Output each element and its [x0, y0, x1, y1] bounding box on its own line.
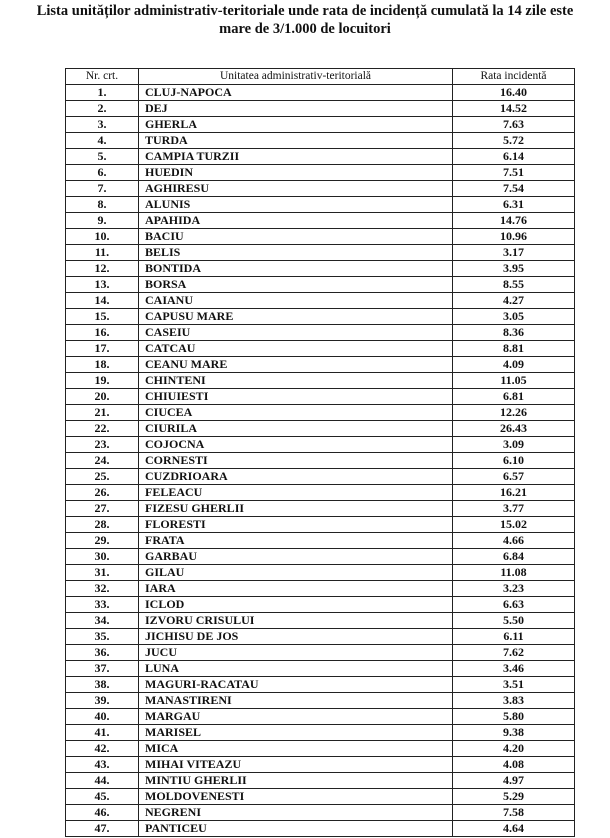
table-row — [66, 485, 575, 501]
row-number: 25. — [66, 469, 139, 485]
unit-name: FLORESTI — [139, 517, 453, 533]
row-number: 33. — [66, 597, 139, 613]
row-number: 6. — [66, 165, 139, 181]
table-row — [66, 325, 575, 341]
incidence-rate: 10.96 — [453, 229, 575, 245]
unit-name: BACIU — [139, 229, 453, 245]
row-number: 42. — [66, 741, 139, 757]
row-number: 23. — [66, 437, 139, 453]
row-number: 30. — [66, 549, 139, 565]
table-row — [66, 277, 575, 293]
incidence-rate: 3.83 — [453, 693, 575, 709]
table-row — [66, 453, 575, 469]
row-number: 18. — [66, 357, 139, 373]
unit-name: GHERLA — [139, 117, 453, 133]
unit-name: GARBAU — [139, 549, 453, 565]
incidence-rate: 6.31 — [453, 197, 575, 213]
unit-name: CASEIU — [139, 325, 453, 341]
unit-name: HUEDIN — [139, 165, 453, 181]
incidence-rate: 9.38 — [453, 725, 575, 741]
row-number: 39. — [66, 693, 139, 709]
row-number: 34. — [66, 613, 139, 629]
title-line-1: Lista unităților administrativ-teritoriale unde rata de incidență cumulată la 14 zile este — [36, 3, 574, 19]
incidence-rate: 3.77 — [453, 501, 575, 517]
table-row — [66, 597, 575, 613]
table-row — [66, 245, 575, 261]
incidence-rate: 6.57 — [453, 469, 575, 485]
unit-name: COJOCNA — [139, 437, 453, 453]
table-row — [66, 757, 575, 773]
row-number: 12. — [66, 261, 139, 277]
table-row — [66, 437, 575, 453]
table-row — [66, 373, 575, 389]
unit-name: CHINTENI — [139, 373, 453, 389]
incidence-rate: 6.14 — [453, 149, 575, 165]
incidence-rate: 3.17 — [453, 245, 575, 261]
row-number: 44. — [66, 773, 139, 789]
unit-name: FIZESU GHERLII — [139, 501, 453, 517]
row-number: 35. — [66, 629, 139, 645]
unit-name: MINTIU GHERLII — [139, 773, 453, 789]
row-number: 13. — [66, 277, 139, 293]
incidence-rate: 16.21 — [453, 485, 575, 501]
table-row — [66, 117, 575, 133]
title-line-2: mare de 3/1.000 de locuitori — [219, 21, 391, 37]
document-title — [0, 2, 610, 38]
incidence-rate: 8.81 — [453, 341, 575, 357]
incidence-rate: 6.84 — [453, 549, 575, 565]
incidence-table — [65, 68, 575, 837]
incidence-rate: 4.09 — [453, 357, 575, 373]
incidence-rate: 6.11 — [453, 629, 575, 645]
table-row — [66, 389, 575, 405]
table-row — [66, 565, 575, 581]
row-number: 20. — [66, 389, 139, 405]
unit-name: CATCAU — [139, 341, 453, 357]
incidence-rate: 4.64 — [453, 821, 575, 837]
row-number: 2. — [66, 101, 139, 117]
row-number: 27. — [66, 501, 139, 517]
row-number: 37. — [66, 661, 139, 677]
incidence-rate: 16.40 — [453, 85, 575, 101]
unit-name: MICA — [139, 741, 453, 757]
row-number: 16. — [66, 325, 139, 341]
table-row — [66, 501, 575, 517]
incidence-rate: 6.81 — [453, 389, 575, 405]
table-row — [66, 773, 575, 789]
table-row — [66, 181, 575, 197]
table-row — [66, 725, 575, 741]
row-number: 28. — [66, 517, 139, 533]
unit-name: CHIUIESTI — [139, 389, 453, 405]
table-header-row — [66, 69, 575, 85]
unit-name: MANASTIRENI — [139, 693, 453, 709]
incidence-rate: 26.43 — [453, 421, 575, 437]
incidence-rate: 8.55 — [453, 277, 575, 293]
row-number: 43. — [66, 757, 139, 773]
table-row — [66, 421, 575, 437]
table-row — [66, 693, 575, 709]
incidence-rate: 14.76 — [453, 213, 575, 229]
incidence-rate: 11.05 — [453, 373, 575, 389]
unit-name: MARGAU — [139, 709, 453, 725]
incidence-rate: 7.63 — [453, 117, 575, 133]
row-number: 22. — [66, 421, 139, 437]
unit-name: MARISEL — [139, 725, 453, 741]
incidence-rate: 5.72 — [453, 133, 575, 149]
unit-name: BONTIDA — [139, 261, 453, 277]
unit-name: FRATA — [139, 533, 453, 549]
unit-name: APAHIDA — [139, 213, 453, 229]
table-row — [66, 581, 575, 597]
incidence-rate: 14.52 — [453, 101, 575, 117]
incidence-rate: 6.63 — [453, 597, 575, 613]
unit-name: CIUCEA — [139, 405, 453, 421]
table-row — [66, 533, 575, 549]
row-number: 32. — [66, 581, 139, 597]
incidence-rate: 5.29 — [453, 789, 575, 805]
table-row — [66, 133, 575, 149]
incidence-rate: 15.02 — [453, 517, 575, 533]
row-number: 26. — [66, 485, 139, 501]
unit-name: DEJ — [139, 101, 453, 117]
incidence-rate: 3.51 — [453, 677, 575, 693]
row-number: 29. — [66, 533, 139, 549]
unit-name: JICHISU DE JOS — [139, 629, 453, 645]
row-number: 47. — [66, 821, 139, 837]
table-row — [66, 709, 575, 725]
table-row — [66, 789, 575, 805]
table-row — [66, 645, 575, 661]
incidence-rate: 11.08 — [453, 565, 575, 581]
incidence-rate: 7.54 — [453, 181, 575, 197]
table-row — [66, 293, 575, 309]
incidence-rate: 7.62 — [453, 645, 575, 661]
unit-name: BORSA — [139, 277, 453, 293]
incidence-rate: 4.08 — [453, 757, 575, 773]
incidence-rate: 3.95 — [453, 261, 575, 277]
unit-name: TURDA — [139, 133, 453, 149]
row-number: 24. — [66, 453, 139, 469]
table-row — [66, 357, 575, 373]
unit-name: LUNA — [139, 661, 453, 677]
unit-name: CAIANU — [139, 293, 453, 309]
incidence-rate: 4.20 — [453, 741, 575, 757]
unit-name: BELIS — [139, 245, 453, 261]
row-number: 11. — [66, 245, 139, 261]
row-number: 15. — [66, 309, 139, 325]
row-number: 19. — [66, 373, 139, 389]
table-row — [66, 229, 575, 245]
table-row — [66, 165, 575, 181]
header-unit: Unitatea administrativ-teritorială — [139, 69, 453, 85]
table-row — [66, 677, 575, 693]
table-row — [66, 629, 575, 645]
unit-name: CUZDRIOARA — [139, 469, 453, 485]
incidence-rate: 8.36 — [453, 325, 575, 341]
row-number: 40. — [66, 709, 139, 725]
row-number: 3. — [66, 117, 139, 133]
incidence-rate: 4.66 — [453, 533, 575, 549]
incidence-rate: 5.80 — [453, 709, 575, 725]
table-row — [66, 661, 575, 677]
row-number: 17. — [66, 341, 139, 357]
row-number: 21. — [66, 405, 139, 421]
row-number: 46. — [66, 805, 139, 821]
unit-name: GILAU — [139, 565, 453, 581]
row-number: 10. — [66, 229, 139, 245]
unit-name: IARA — [139, 581, 453, 597]
unit-name: IZVORU CRISULUI — [139, 613, 453, 629]
unit-name: FELEACU — [139, 485, 453, 501]
unit-name: NEGRENI — [139, 805, 453, 821]
incidence-rate: 3.05 — [453, 309, 575, 325]
table-row — [66, 821, 575, 837]
unit-name: CAMPIA TURZII — [139, 149, 453, 165]
row-number: 38. — [66, 677, 139, 693]
table-row — [66, 213, 575, 229]
row-number: 5. — [66, 149, 139, 165]
unit-name: PANTICEU — [139, 821, 453, 837]
row-number: 8. — [66, 197, 139, 213]
incidence-rate: 4.97 — [453, 773, 575, 789]
row-number: 14. — [66, 293, 139, 309]
unit-name: ALUNIS — [139, 197, 453, 213]
row-number: 1. — [66, 85, 139, 101]
incidence-rate: 12.26 — [453, 405, 575, 421]
unit-name: JUCU — [139, 645, 453, 661]
incidence-rate: 7.58 — [453, 805, 575, 821]
table-row — [66, 101, 575, 117]
table-row — [66, 261, 575, 277]
table-row — [66, 197, 575, 213]
unit-name: MOLDOVENESTI — [139, 789, 453, 805]
table-row — [66, 341, 575, 357]
incidence-rate: 3.09 — [453, 437, 575, 453]
table-row — [66, 517, 575, 533]
row-number: 41. — [66, 725, 139, 741]
incidence-rate: 3.23 — [453, 581, 575, 597]
header-rate: Rata incidentă — [453, 69, 575, 85]
table-body — [66, 85, 575, 837]
table-row — [66, 149, 575, 165]
table-row — [66, 613, 575, 629]
row-number: 31. — [66, 565, 139, 581]
incidence-rate: 7.51 — [453, 165, 575, 181]
unit-name: MIHAI VITEAZU — [139, 757, 453, 773]
table-row — [66, 405, 575, 421]
unit-name: CEANU MARE — [139, 357, 453, 373]
incidence-rate: 5.50 — [453, 613, 575, 629]
row-number: 7. — [66, 181, 139, 197]
unit-name: CIURILA — [139, 421, 453, 437]
table-row — [66, 85, 575, 101]
incidence-rate: 3.46 — [453, 661, 575, 677]
table-row — [66, 309, 575, 325]
incidence-rate: 4.27 — [453, 293, 575, 309]
table-row — [66, 469, 575, 485]
row-number: 36. — [66, 645, 139, 661]
unit-name: CLUJ-NAPOCA — [139, 85, 453, 101]
table-row — [66, 549, 575, 565]
row-number: 9. — [66, 213, 139, 229]
unit-name: AGHIRESU — [139, 181, 453, 197]
table-row — [66, 805, 575, 821]
row-number: 4. — [66, 133, 139, 149]
row-number: 45. — [66, 789, 139, 805]
table-row — [66, 741, 575, 757]
unit-name: MAGURI-RACATAU — [139, 677, 453, 693]
unit-name: ICLOD — [139, 597, 453, 613]
header-nr: Nr. crt. — [66, 69, 139, 85]
incidence-rate: 6.10 — [453, 453, 575, 469]
unit-name: CORNESTI — [139, 453, 453, 469]
unit-name: CAPUSU MARE — [139, 309, 453, 325]
